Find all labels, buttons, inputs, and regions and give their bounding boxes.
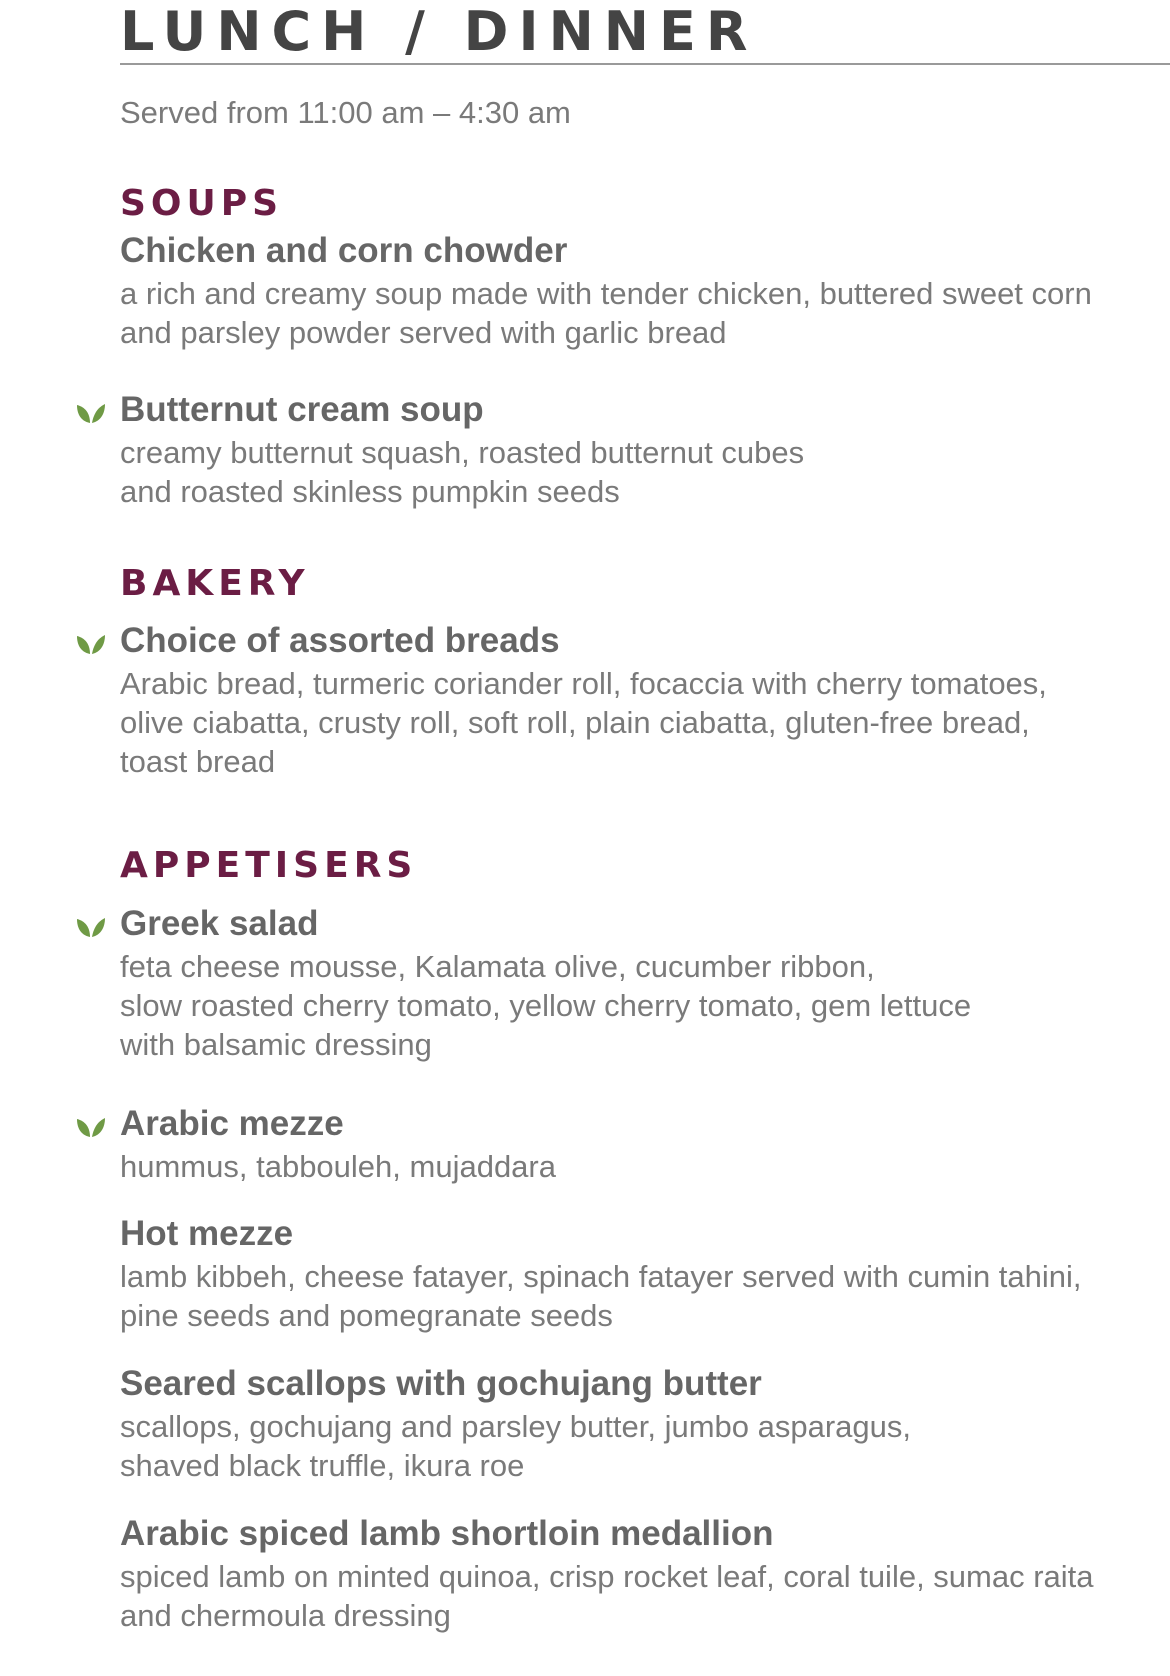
item-description: creamy butternut squash, roasted butternut cubes and roasted skinless pumpkin seeds: [120, 435, 805, 509]
item-description: scallops, gochujang and parsley butter, jumbo asparagus, shaved black truffle, ikura roe: [120, 1409, 911, 1483]
item-name: Arabic spiced lamb shortloin medallion: [120, 1514, 774, 1553]
menu-item-seared-scallops: [120, 1363, 1160, 1485]
vegetarian-leaf-icon: [76, 1115, 106, 1139]
menu-item-arabic-mezze: [120, 1103, 1160, 1186]
item-name: Choice of assorted breads: [120, 621, 560, 660]
item-name: Seared scallops with gochujang butter: [120, 1364, 762, 1403]
menu-item-assorted-breads: [120, 620, 1160, 781]
menu-item-hot-mezze: [120, 1213, 1160, 1335]
page-title: LUNCH / DINNER: [120, 0, 758, 63]
served-hours: Served from 11:00 am – 4:30 am: [120, 95, 571, 130]
item-description: feta cheese mousse, Kalamata olive, cucumber ribbon, slow roasted cherry tomato, yellow cherry tomato, gem lettuce with balsamic dressing: [120, 949, 972, 1062]
item-description: hummus, tabbouleh, mujaddara: [120, 1149, 556, 1184]
vegetarian-leaf-icon: [76, 401, 106, 425]
item-name: Arabic mezze: [120, 1104, 344, 1143]
menu-item-greek-salad: [120, 903, 1160, 1064]
section-heading-appetisers: APPETISERS: [120, 845, 418, 886]
menu-item-lamb-shortloin: [120, 1513, 1160, 1635]
title-divider: [120, 63, 1170, 65]
item-description: lamb kibbeh, cheese fatayer, spinach fatayer served with cumin tahini, pine seeds and pomegranate seeds: [120, 1259, 1082, 1333]
item-description: Arabic bread, turmeric coriander roll, focaccia with cherry tomatoes, olive ciabatta, crusty roll, soft roll, plain ciabatta, gluten-free bread, toast bread: [120, 666, 1047, 779]
item-name: Greek salad: [120, 904, 319, 943]
item-description: spiced lamb on minted quinoa, crisp rocket leaf, coral tuile, sumac raita and chermoula dressing: [120, 1559, 1094, 1633]
item-name: Hot mezze: [120, 1214, 294, 1253]
vegetarian-leaf-icon: [76, 632, 106, 656]
section-heading-soups: SOUPS: [120, 183, 284, 224]
section-heading-bakery: BAKERY: [120, 563, 310, 604]
menu-item-chicken-corn-chowder: [120, 230, 1160, 352]
item-name: Butternut cream soup: [120, 390, 484, 429]
item-name: Chicken and corn chowder: [120, 231, 568, 270]
vegetarian-leaf-icon: [76, 915, 106, 939]
item-description: a rich and creamy soup made with tender chicken, buttered sweet corn and parsley powder served with garlic bread: [120, 276, 1092, 350]
menu-item-butternut-cream-soup: [120, 389, 1160, 511]
